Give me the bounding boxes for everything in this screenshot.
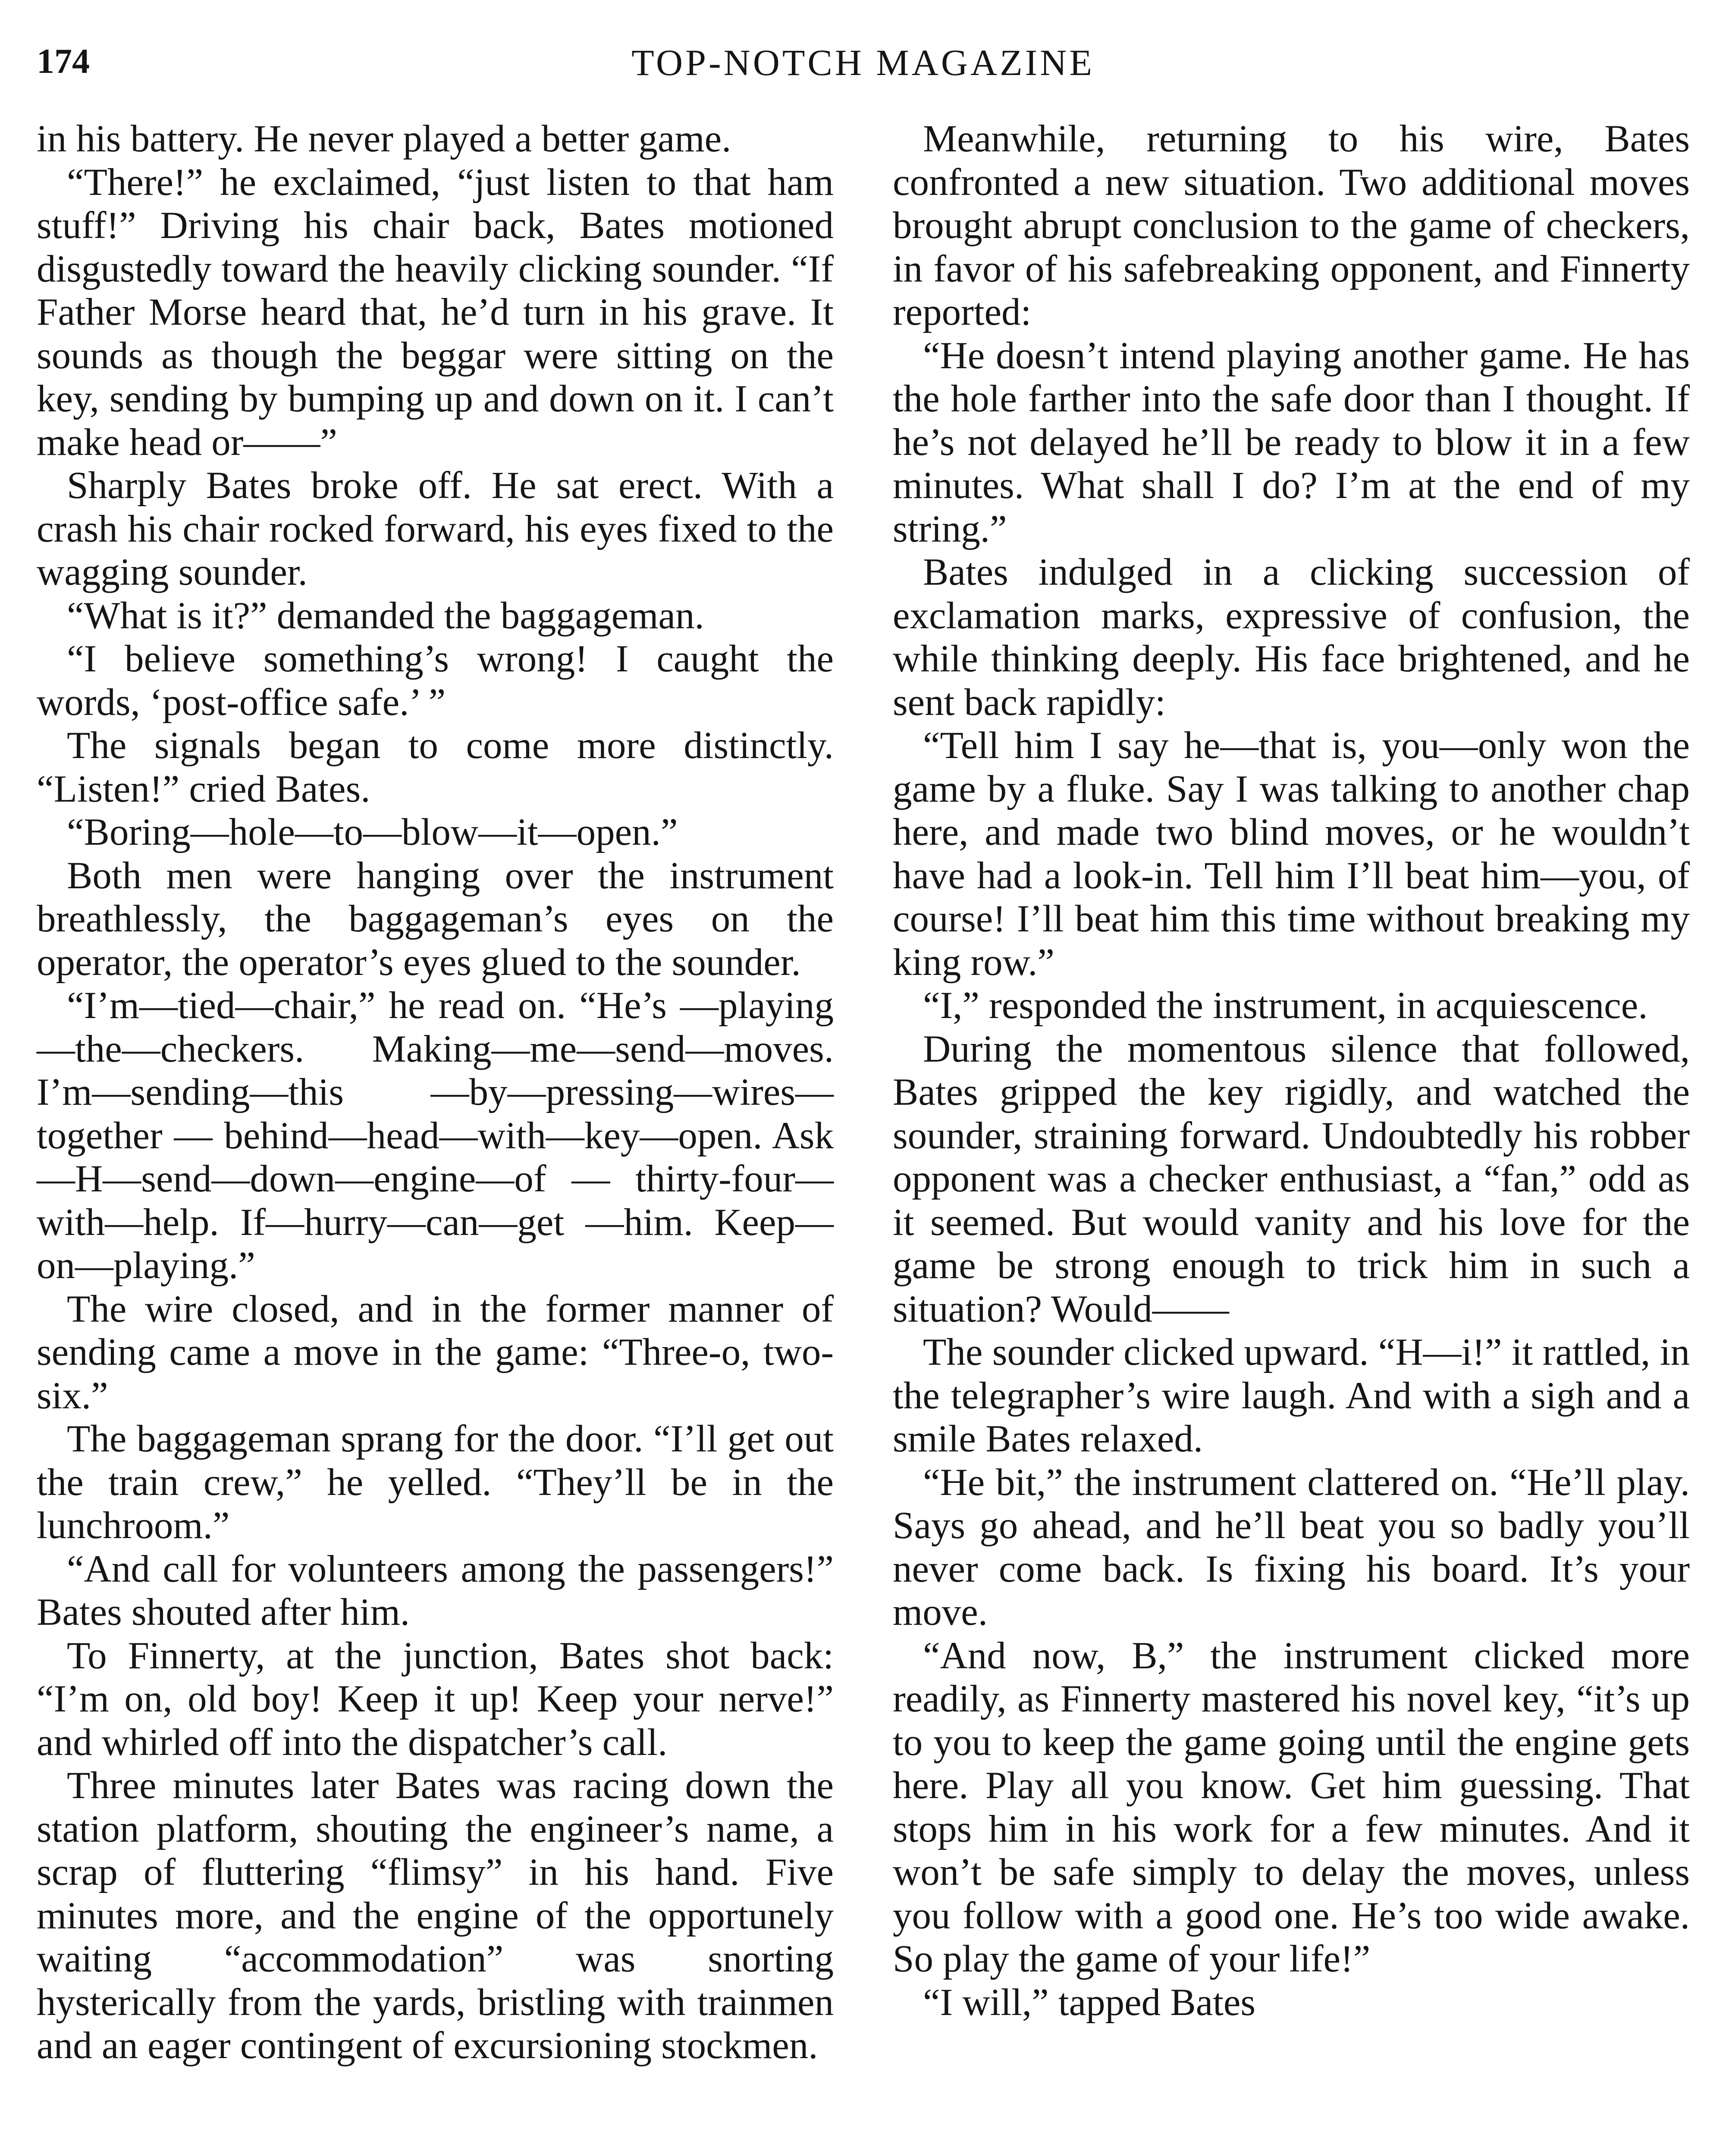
paragraph: The wire closed, and in the former manner of sending came a move in the game: “Three-o, two-six.” [37,1288,834,1417]
left-column [37,117,834,2068]
paragraph: During the momentous silence that followed, Bates gripped the key rigidly, and watched the sounder, straining forward. Undoubtedly his robber opponent was a checker enthusiast, a “fan,” odd as it seemed. But would vanity and his love for the game be strong enough to trick him in such a situation? Would—— [893,1028,1690,1330]
paragraph: The baggageman sprang for the door. “I’ll get out the train crew,” he yelled. “They’ll be in the lunchroom.” [37,1418,834,1547]
paragraph: “He doesn’t intend playing another game. He has the hole farther into the safe door than I thought. If he’s not delayed he’ll be ready to blow it in a few minutes. What shall I do? I’m at the end of my string.” [893,334,1690,550]
paragraph: “And call for volunteers among the passengers!” Bates shouted after him. [37,1548,834,1633]
paragraph: Three minutes later Bates was racing down the station platform, shouting the engineer’s name, a scrap of fluttering “flimsy” in his hand. Five minutes more, and the engine of the opportunely waiting “accommodation” was snorting hysterically from the yards, bristling with trainmen and an eager contingent of excursioning stockmen. [37,1764,834,2067]
paragraph: Meanwhile, returning to his wire, Bates confronted a new situation. Two additional moves brought abrupt conclusion to the game of checkers, in favor of his safebreaking opponent, and Finnerty reported: [893,118,1690,333]
paragraph: To Finnerty, at the junction, Bates shot back: “I’m on, old boy! Keep it up! Keep your nerve!” and whirled off into the dispatcher’s call. [37,1634,834,1764]
paragraph: in his battery. He never played a better game. [37,118,731,160]
paragraph: “I believe something’s wrong! I caught the words, ‘post-office safe.’ ” [37,638,834,724]
right-column [893,117,1690,2024]
paragraph: “There!” he exclaimed, “just listen to that ham stuff!” Driving his chair back, Bates motioned disgustedly toward the heavily clicking sounder. “If Father Morse heard that, he’d turn in his grave. It sounds as though the beggar were sitting on the key, sending by bumping up and down on it. I can’t make head or——” [37,161,834,464]
running-head: TOP-NOTCH MAGAZINE [631,42,1095,83]
paragraph: The signals began to come more distinctly. “Listen!” cried Bates. [37,724,834,810]
paragraph: The sounder clicked upward. “H—i!” it rattled, in the telegrapher’s wire laugh. And with a sigh and a smile Bates relaxed. [893,1331,1690,1460]
paragraph: “Tell him I say he—that is, you—only won the game by a fluke. Say I was talking to another chap here, and made two blind moves, or he wouldn’t have had a look-in. Tell him I’ll beat him—you, of course! I’ll beat him this time without breaking my king row.” [893,724,1690,984]
paragraph: “I,” responded the instrument, in acquiescence. [923,984,1648,1027]
page-number: 174 [37,41,90,81]
paragraph: “And now, B,” the instrument clicked more readily, as Finnerty mastered his novel key, “it’s up to you to keep the game going until the engine gets here. Play all you know. Get him guessing. That stops him in his work for a few minutes. And it won’t be safe simply to delay the moves, unless you follow with a good one. He’s too wide awake. So play the game of your life!” [893,1634,1690,1980]
paragraph: “What is it?” demanded the baggageman. [67,594,704,637]
paragraph: Sharply Bates broke off. He sat erect. With a crash his chair rocked forward, his eyes fixed to the wagging sounder. [37,464,834,593]
paragraph: “I’m—tied—chair,” he read on. “He’s —playing—the—checkers. Making—me—send—moves. I’m—sending—this —by—pressing—wires—together — behind—head—with—key—open. Ask—H—send—down—engine—of — thirty-four—with—help. If—hurry—can—get —him. Keep—on—playing.” [37,984,834,1287]
paragraph: “I will,” tapped Bates [923,1981,1256,2024]
paragraph: “He bit,” the instrument clattered on. “He’ll play. Says go ahead, and he’ll beat you so badly you’ll never come back. Is fixing his board. It’s your move. [893,1461,1690,1633]
paragraph: Bates indulged in a clicking succession of exclamation marks, expressive of confusion, the while thinking deeply. His face brightened, and he sent back rapidly: [893,551,1690,724]
paragraph: Both men were hanging over the instrument breathlessly, the baggageman’s eyes on the operator, the operator’s eyes glued to the sounder. [37,854,834,984]
paragraph: “Boring—hole—to—blow—it—open.” [67,811,678,853]
